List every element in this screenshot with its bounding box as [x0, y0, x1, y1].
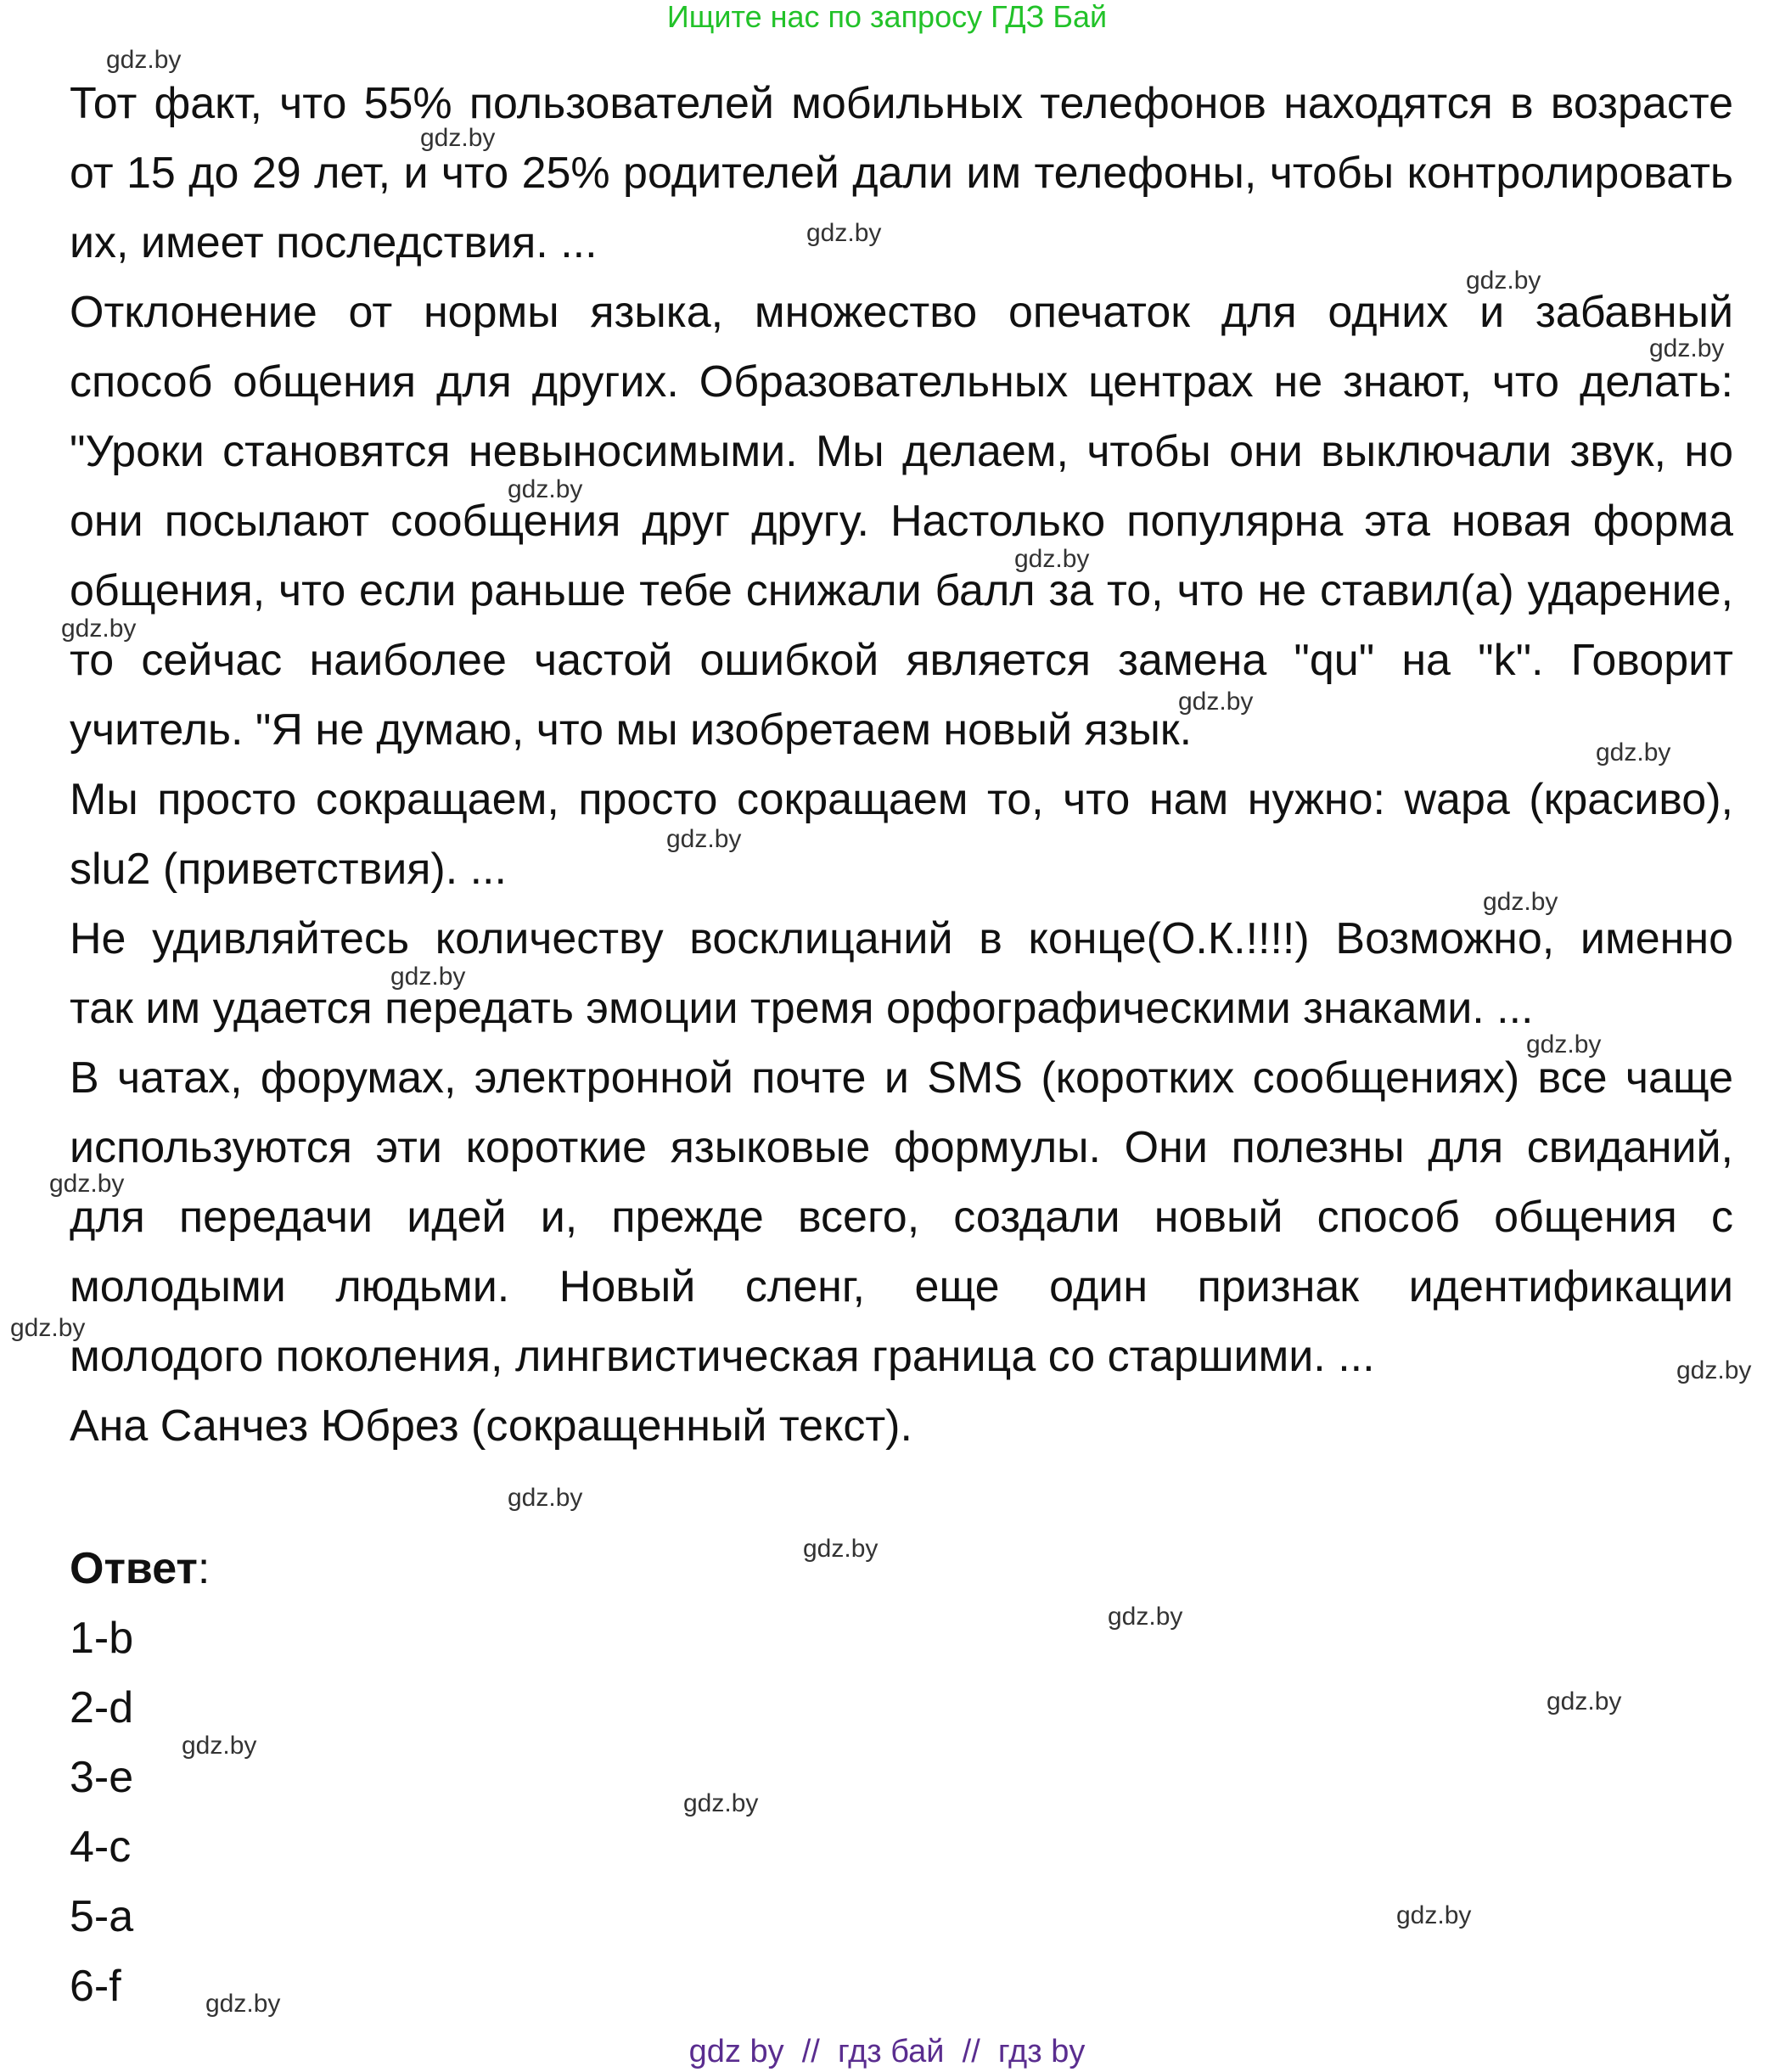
watermark: gdz.by [420, 124, 496, 152]
text-line: используются эти короткие языковые формулы. Они полезны для свиданий, [70, 1123, 1733, 1172]
answer-heading-colon: : [197, 1544, 211, 1593]
watermark: gdz.by [508, 1484, 583, 1512]
watermark: gdz.by [182, 1732, 257, 1760]
footer-links: gdz by // гдз бай // гдз by [688, 2034, 1086, 2069]
text-line: slu2 (приветствия). ... [70, 845, 507, 894]
answer-item: 1-b [70, 1614, 134, 1663]
answer-item: 2-d [70, 1683, 134, 1732]
text-line: общения, что если раньше тебе снижали балл за то, что не ставил(а) ударение, [70, 566, 1733, 615]
watermark: gdz.by [1014, 545, 1090, 573]
answer-item: 6-f [70, 1962, 121, 2011]
text-line: от 15 до 29 лет, и что 25% родителей дали им телефоны, чтобы контролировать [70, 149, 1733, 198]
watermark: gdz.by [806, 219, 882, 247]
answer-heading-label: Ответ [70, 1544, 198, 1593]
top-banner: Ищите нас по запросу ГДЗ Бай [666, 0, 1108, 34]
text-line: Мы просто сокращаем, просто сокращаем то, что нам нужно: wapa (красиво), [70, 775, 1733, 824]
text-line: для передачи идей и, прежде всего, создали новый способ общения с [70, 1193, 1733, 1242]
text-line: так им удается передать эмоции тремя орфографическими знаками. ... [70, 984, 1534, 1033]
watermark: gdz.by [205, 1990, 281, 2018]
answer-item: 5-a [70, 1892, 134, 1941]
watermark: gdz.by [1466, 267, 1541, 295]
watermark: gdz.by [1108, 1603, 1183, 1631]
watermark: gdz.by [1483, 888, 1558, 916]
watermark: gdz.by [1526, 1030, 1602, 1058]
watermark: gdz.by [1596, 738, 1671, 766]
text-line: Ана Санчез Юбрез (сокращенный текст). [70, 1401, 912, 1451]
watermark: gdz.by [49, 1170, 125, 1198]
watermark: gdz.by [1547, 1687, 1622, 1715]
text-line: они посылают сообщения друг другу. Настолько популярна эта новая форма [70, 497, 1733, 546]
text-line: молодыми людьми. Новый сленг, еще один признак идентификации [70, 1262, 1733, 1311]
watermark: gdz.by [1676, 1356, 1752, 1384]
watermark: gdz.by [1178, 688, 1254, 716]
text-line: способ общения для других. Образовательных центрах не знают, что делать: [70, 357, 1733, 407]
answer-heading [70, 1543, 210, 1594]
watermark: gdz.by [1649, 334, 1725, 362]
watermark: gdz.by [61, 615, 137, 643]
watermark: gdz.by [666, 825, 742, 853]
watermark: gdz.by [10, 1314, 86, 1342]
text-line: Отклонение от нормы языка, множество опечаток для одних и забавный [70, 288, 1733, 337]
watermark: gdz.by [683, 1789, 759, 1817]
answer-item: 3-e [70, 1753, 134, 1802]
watermark: gdz.by [508, 475, 583, 503]
watermark: gdz.by [803, 1535, 879, 1563]
text-line: Тот факт, что 55% пользователей мобильных телефонов находятся в возрасте [70, 79, 1733, 128]
text-line: "Уроки становятся невыносимыми. Мы делаем, чтобы они выключали звук, но [70, 427, 1733, 476]
text-line: то сейчас наиболее частой ошибкой является замена "qu" на "k". Говорит [70, 636, 1733, 685]
text-line: В чатах, форумах, электронной почте и SMS (коротких сообщениях) все чаще [70, 1053, 1733, 1103]
answer-item: 4-c [70, 1822, 132, 1872]
watermark: gdz.by [106, 46, 182, 74]
text-line: молодого поколения, лингвистическая граница со старшими. ... [70, 1332, 1375, 1381]
text-line: Не удивляйтесь количеству восклицаний в конце(О.К.!!!!) Возможно, именно [70, 914, 1733, 963]
watermark: gdz.by [390, 963, 466, 991]
text-line: учитель. "Я не думаю, что мы изобретаем новый язык. [70, 705, 1193, 755]
text-line: их, имеет последствия. ... [70, 218, 598, 267]
watermark: gdz.by [1396, 1901, 1472, 1929]
